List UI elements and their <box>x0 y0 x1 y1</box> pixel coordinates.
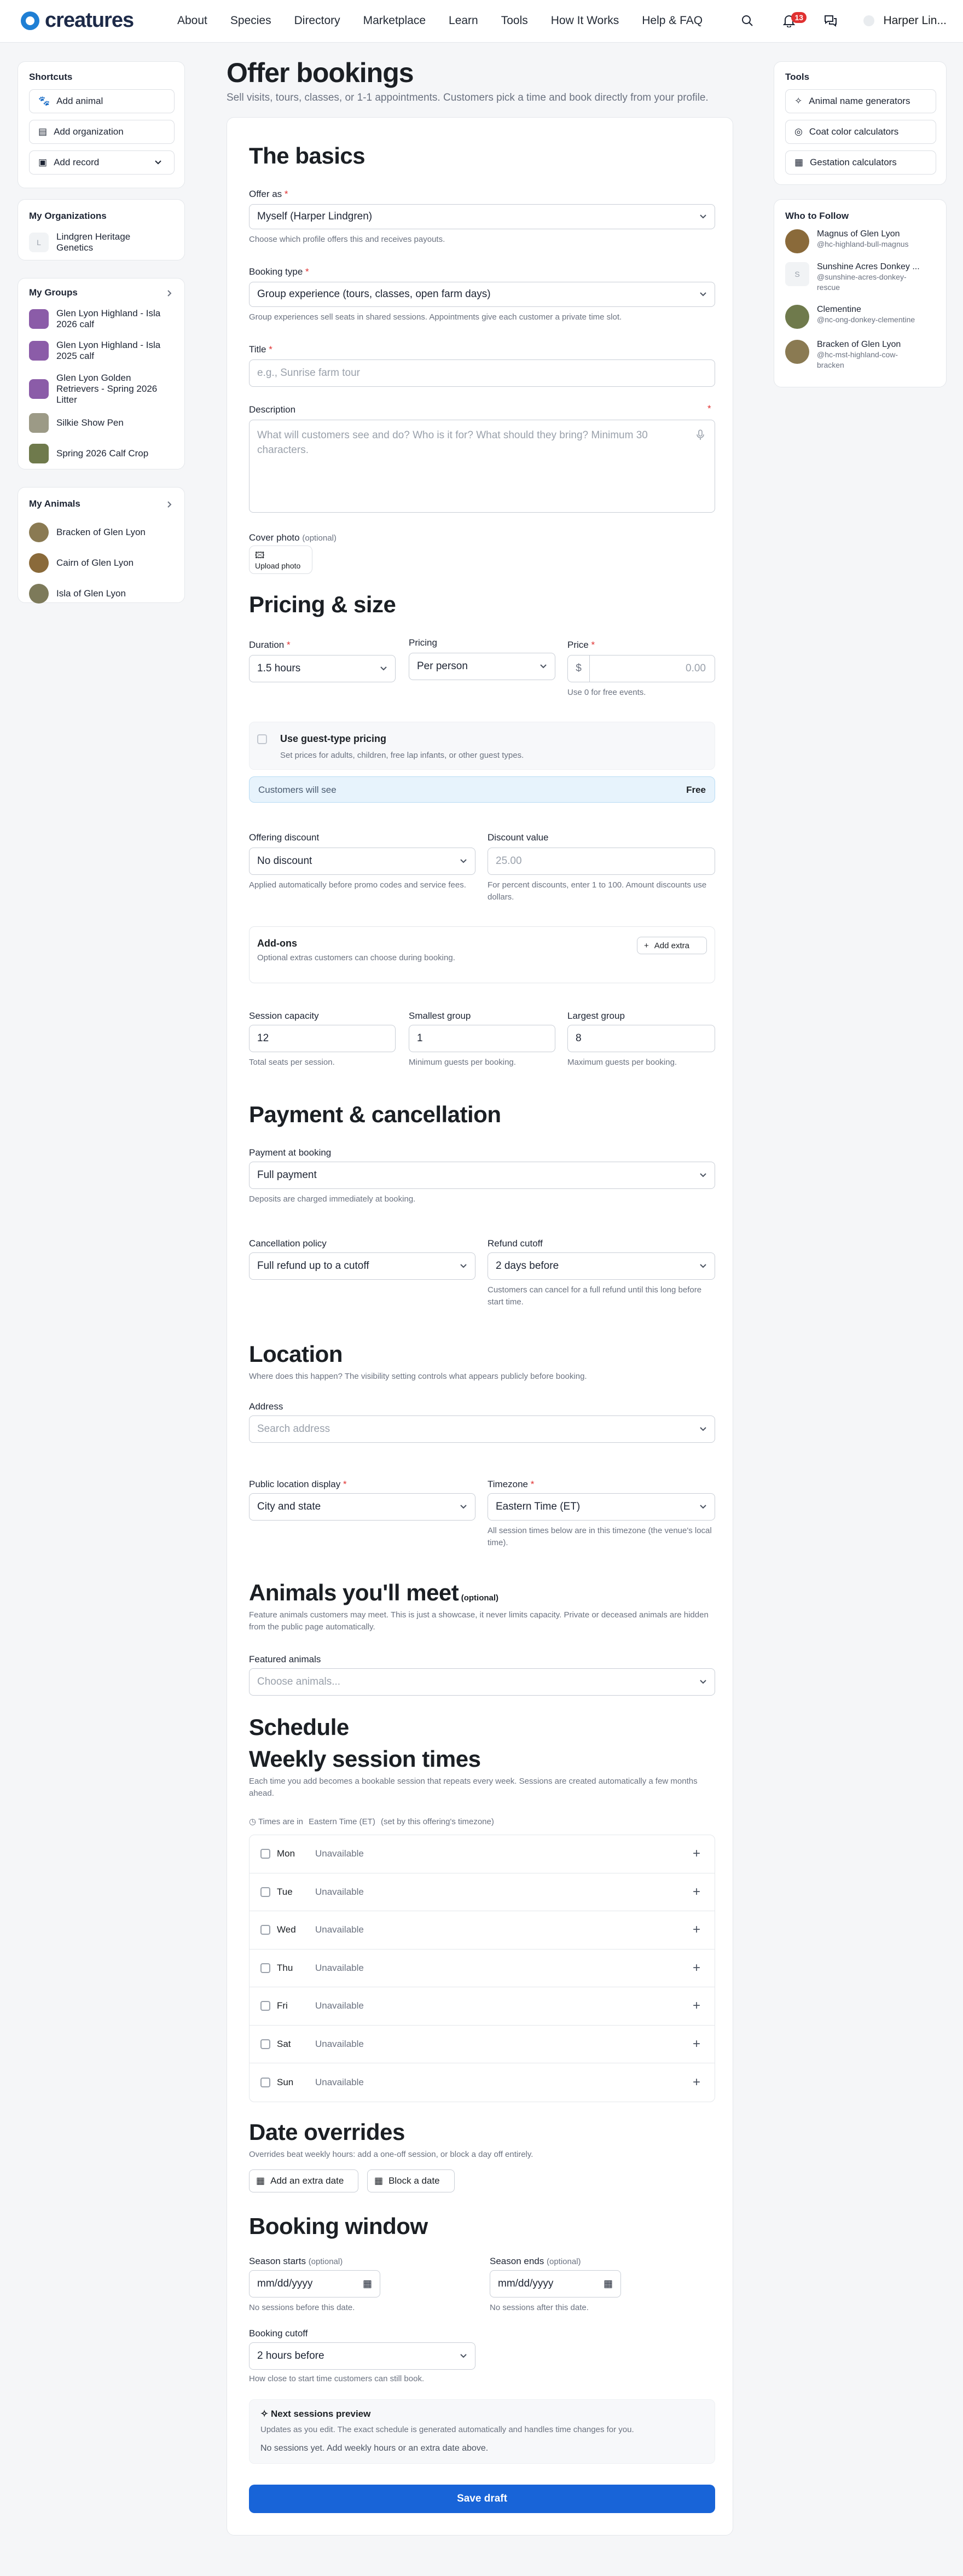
chevron-down-icon <box>699 214 707 219</box>
refund-cutoff-select[interactable]: 2 days before <box>488 1252 715 1280</box>
booking-type-select[interactable]: Group experience (tours, classes, open farm days) <box>249 282 715 307</box>
discount-value-label: Discount value <box>488 832 549 843</box>
animals-card <box>18 487 185 603</box>
save-draft-button[interactable]: Save draft <box>249 2485 715 2513</box>
day-name: Sun <box>277 2076 294 2087</box>
largest-group-input[interactable]: 8 <box>567 1025 715 1052</box>
payment-label: Payment at booking <box>249 1147 332 1158</box>
day-name: Mon <box>277 1848 295 1859</box>
pricing-heading: Pricing & size <box>249 591 396 617</box>
animal-avatar <box>29 553 49 573</box>
description-textarea[interactable]: What will customers see and do? Who is it for? What should they bring? Minimum 30 characters. <box>249 420 715 513</box>
shortcuts-title: Shortcuts <box>29 72 73 82</box>
day-status: Unavailable <box>315 1848 364 1859</box>
addons-help: Optional extras customers can choose during booking. <box>257 953 455 962</box>
animal-item[interactable] <box>29 553 134 573</box>
day-name: Fri <box>277 2000 288 2011</box>
offer-as-label: Offer as * <box>249 189 288 199</box>
season-end-help: No sessions after this date. <box>490 2303 589 2312</box>
notification-badge: 13 <box>791 12 807 23</box>
day-row-thu <box>250 1950 715 1988</box>
header-actions <box>736 10 947 32</box>
duration-select[interactable]: 1.5 hours <box>249 655 396 682</box>
microphone-icon[interactable] <box>697 430 704 440</box>
preview-title: ✧ Next sessions preview <box>260 2409 371 2419</box>
chevron-down-icon <box>699 1504 707 1510</box>
calendar-block-icon: ▦ <box>374 2175 384 2186</box>
follow-handle: @sunshine-acres-donkey-rescue <box>817 272 907 292</box>
sparkle-icon: ✧ <box>794 96 803 106</box>
customers-see-value: Free <box>686 785 706 795</box>
org-item[interactable] <box>29 231 166 253</box>
day-name: Tue <box>277 1886 293 1897</box>
animal-name-generators-button[interactable] <box>785 89 936 113</box>
image-icon: 🖾 <box>255 551 265 560</box>
season-start-input[interactable]: mm/dd/yyyy ▦ <box>249 2270 380 2297</box>
groups-title: My Groups <box>29 287 78 298</box>
nav-tools[interactable]: Tools <box>501 14 528 27</box>
palette-icon: ◎ <box>794 126 803 137</box>
title-label: Title * <box>249 344 272 355</box>
largest-group-label: Largest group <box>567 1011 625 1021</box>
refund-cutoff-label: Refund cutoff <box>488 1238 543 1249</box>
group-name: Spring 2026 Calf Crop <box>56 448 149 459</box>
user-avatar[interactable] <box>863 15 874 26</box>
day-name: Sat <box>277 2038 291 2049</box>
day-checkbox[interactable] <box>260 1887 270 1897</box>
follow-handle: @nc-ong-donkey-clementine <box>817 315 915 324</box>
animals-meet-help: Feature animals customers may meet. This is just a showcase, it never limits capacity. Private or deceased animals are hidden from the public page automatically. <box>249 1610 709 1632</box>
add-extra-button[interactable]: + Add extra <box>637 937 707 954</box>
follow-name: Sunshine Acres Donkey ... <box>817 262 920 271</box>
add-animal-button[interactable] <box>29 89 175 113</box>
booking-cutoff-label: Booking cutoff <box>249 2328 308 2339</box>
animal-name: Isla of Glen Lyon <box>56 588 126 599</box>
chevron-down-icon <box>699 1173 707 1178</box>
group-thumb <box>29 444 49 463</box>
day-name: Wed <box>277 1924 296 1935</box>
day-checkbox[interactable] <box>260 2078 270 2087</box>
day-row-fri <box>250 1987 715 2026</box>
featured-animals-label: Featured animals <box>249 1654 321 1664</box>
group-thumb <box>29 309 49 329</box>
chat-icon[interactable] <box>820 10 842 32</box>
largest-group-help: Maximum guests per booking. <box>567 1058 677 1067</box>
follow-handle: @hc-mst-highland-cow-bracken <box>817 350 898 369</box>
bell-icon[interactable] <box>778 10 804 32</box>
day-checkbox[interactable] <box>260 2001 270 2011</box>
follow-avatar <box>785 229 809 253</box>
guest-pricing-panel <box>249 722 715 770</box>
add-time-icon[interactable]: + <box>692 1960 700 1975</box>
day-status: Unavailable <box>315 1962 364 1973</box>
follow-name: Magnus of Glen Lyon <box>817 229 900 239</box>
who-to-follow-card <box>774 199 947 387</box>
chevron-down-icon <box>460 1263 467 1269</box>
page-subtitle: Sell visits, tours, classes, or 1-1 appointments. Customers pick a time and book directly from your profile. <box>227 92 709 103</box>
calendar-icon[interactable]: ▦ <box>362 2278 372 2289</box>
addons-panel <box>249 926 715 983</box>
follow-avatar <box>785 305 809 329</box>
animal-item[interactable] <box>29 523 146 542</box>
price-label: Price * <box>567 640 595 650</box>
group-item[interactable] <box>29 413 124 433</box>
addons-title: Add-ons <box>257 938 297 949</box>
group-item[interactable] <box>29 373 171 405</box>
group-name: Silkie Show Pen <box>56 417 124 428</box>
search-icon[interactable] <box>736 10 758 32</box>
weekly-help: Each time you add becomes a bookable session that repeats every week. Sessions are created automatically a few months ahead. <box>249 1777 698 1798</box>
price-help: Use 0 for free events. <box>567 688 646 697</box>
featured-animals-select[interactable]: Choose animals... <box>249 1668 715 1696</box>
day-status: Unavailable <box>315 2000 364 2011</box>
cancellation-select[interactable]: Full refund up to a cutoff <box>249 1252 475 1280</box>
chevron-down-icon <box>460 2353 467 2359</box>
add-time-icon[interactable]: + <box>692 1998 700 2014</box>
title-input[interactable]: e.g., Sunrise farm tour <box>249 359 715 387</box>
add-time-icon[interactable]: + <box>692 1884 700 1899</box>
group-item[interactable] <box>29 308 166 330</box>
add-time-icon[interactable]: + <box>692 1922 700 1937</box>
location-display-select[interactable]: City and state <box>249 1493 475 1521</box>
logo-icon <box>21 11 39 30</box>
chevron-down-icon <box>699 292 707 297</box>
chevron-down-icon <box>699 1263 707 1269</box>
calendar-icon[interactable]: ▦ <box>603 2278 613 2289</box>
discount-label: Offering discount <box>249 832 320 843</box>
season-end-input[interactable]: mm/dd/yyyy ▦ <box>490 2270 621 2297</box>
capacity-help: Total seats per session. <box>249 1058 335 1067</box>
chevron-down-icon <box>460 858 467 864</box>
paw-icon: 🐾 <box>38 96 50 106</box>
timezone-select[interactable]: Eastern Time (ET) <box>488 1493 715 1521</box>
day-checkbox[interactable] <box>260 1963 270 1973</box>
top-navigation-bar <box>0 0 963 43</box>
booking-form <box>227 117 733 2536</box>
day-checkbox[interactable] <box>260 1925 270 1935</box>
discount-select[interactable]: No discount <box>249 848 475 875</box>
booking-cutoff-select[interactable]: 2 hours before <box>249 2342 475 2370</box>
animal-name: Cairn of Glen Lyon <box>56 558 134 568</box>
add-extra-date-button[interactable]: ▦ Add an extra date <box>249 2169 358 2192</box>
cover-photo-label: Cover photo (optional) <box>249 532 337 543</box>
customers-see-label: Customers will see <box>258 785 337 795</box>
building-icon: ▤ <box>38 126 48 137</box>
timezone-label: Timezone * <box>488 1479 535 1489</box>
payment-select[interactable]: Full payment <box>249 1162 715 1189</box>
follow-item[interactable] <box>785 305 926 329</box>
chevron-right-icon[interactable] <box>167 289 172 297</box>
smallest-group-input[interactable]: 1 <box>409 1025 555 1052</box>
season-start-help: No sessions before this date. <box>249 2303 355 2312</box>
chevron-down-icon <box>699 1426 707 1432</box>
description-required: * <box>707 403 711 414</box>
user-name[interactable]: Harper Lin... <box>883 14 947 27</box>
follow-name: Bracken of Glen Lyon <box>817 340 901 349</box>
nav-directory[interactable]: Directory <box>294 14 340 27</box>
animal-name: Bracken of Glen Lyon <box>56 527 146 537</box>
nav-help-faq[interactable]: Help & FAQ <box>642 14 703 27</box>
plus-icon: + <box>644 941 649 950</box>
animals-title: My Animals <box>29 498 80 509</box>
add-record-label: Add record <box>54 157 100 167</box>
group-thumb <box>29 413 49 433</box>
calendar-plus-icon: ▦ <box>256 2175 265 2186</box>
date-overrides-help: Overrides beat weekly hours: add a one-off session, or block a day off entirely. <box>249 2150 533 2159</box>
schedule-heading: Schedule <box>249 1714 349 1740</box>
day-status: Unavailable <box>315 2038 364 2049</box>
chevron-right-icon[interactable] <box>167 501 172 508</box>
organizations-card <box>18 199 185 260</box>
day-row-sat <box>250 2026 715 2064</box>
basics-heading: The basics <box>249 143 366 169</box>
block-date-button[interactable]: ▦ Block a date <box>367 2169 455 2192</box>
discount-value-help: For percent discounts, enter 1 to 100. Amount discounts use dollars. <box>488 880 707 902</box>
guest-pricing-title[interactable]: Use guest-type pricing <box>280 733 387 744</box>
coat-color-calculators-button[interactable] <box>785 120 936 144</box>
capacity-input[interactable]: 12 <box>249 1025 396 1052</box>
day-checkbox[interactable] <box>260 2039 270 2049</box>
guest-pricing-help: Set prices for adults, children, free lap infants, or other guest types. <box>280 751 524 760</box>
nav-marketplace[interactable]: Marketplace <box>363 14 426 27</box>
nav-about[interactable]: About <box>177 14 207 27</box>
next-sessions-preview <box>249 2399 715 2464</box>
logo[interactable] <box>21 9 134 32</box>
address-label: Address <box>249 1401 283 1412</box>
tool-label: Animal name generators <box>809 96 910 106</box>
day-checkbox[interactable] <box>260 1849 270 1859</box>
add-time-icon[interactable]: + <box>692 2074 700 2090</box>
chevron-down-icon <box>539 664 547 669</box>
chevron-down-icon <box>460 1504 467 1510</box>
address-select[interactable]: Search address <box>249 1415 715 1443</box>
weekly-day-grid <box>249 1835 715 2102</box>
tool-label: Gestation calculators <box>810 157 897 167</box>
cancellation-label: Cancellation policy <box>249 1238 327 1249</box>
day-row-tue <box>250 1873 715 1912</box>
timezone-help: All session times below are in this timezone (the venue's local time). <box>488 1526 712 1547</box>
animal-avatar <box>29 523 49 542</box>
organizations-title: My Organizations <box>29 211 107 221</box>
add-time-icon[interactable]: + <box>692 1846 700 1861</box>
chevron-down-icon <box>699 1679 707 1685</box>
follow-avatar <box>785 340 809 364</box>
group-name: Glen Lyon Golden Retrievers - Spring 2026 Litter <box>56 373 158 405</box>
pricing-select[interactable]: Per person <box>409 653 555 680</box>
group-item[interactable] <box>29 444 148 463</box>
price-input[interactable]: $ 0.00 <box>567 655 715 682</box>
upload-photo-label: Upload photo <box>255 561 301 570</box>
discount-help: Applied automatically before promo codes and service fees. <box>249 880 466 890</box>
weekly-heading: Weekly session times <box>249 1746 481 1772</box>
day-status: Unavailable <box>315 1924 364 1935</box>
animal-item[interactable] <box>29 584 126 604</box>
booking-cutoff-help: How close to start time customers can still book. <box>249 2374 425 2383</box>
smallest-group-help: Minimum guests per booking. <box>409 1058 516 1067</box>
tools-title: Tools <box>785 72 810 82</box>
calendar-icon: ▦ <box>794 157 804 167</box>
day-status: Unavailable <box>315 1886 364 1897</box>
org-avatar: L <box>29 233 49 252</box>
sparkle-icon: ✧ <box>260 2409 269 2419</box>
day-row-sun <box>250 2063 715 2102</box>
booking-window-heading: Booking window <box>249 2213 428 2239</box>
upload-photo-button[interactable] <box>249 546 312 574</box>
shortcuts-card <box>18 61 185 188</box>
tools-card <box>774 61 947 185</box>
tool-label: Coat color calculators <box>809 126 899 137</box>
refund-cutoff-help: Customers can cancel for a full refund until this long before start time. <box>488 1285 702 1307</box>
add-animal-label: Add animal <box>56 96 103 106</box>
season-end-label: Season ends (optional) <box>490 2256 581 2266</box>
currency-prefix: $ <box>568 655 590 682</box>
booking-type-label: Booking type * <box>249 266 309 277</box>
duration-label: Duration * <box>249 640 291 650</box>
day-name: Thu <box>277 1962 293 1973</box>
chevron-down-icon <box>154 160 162 165</box>
groups-card <box>18 278 185 469</box>
page-title: Offer bookings <box>227 57 414 88</box>
add-time-icon[interactable]: + <box>692 2036 700 2051</box>
preview-empty: No sessions yet. Add weekly hours or an extra date above. <box>260 2444 489 2453</box>
group-name: Glen Lyon Highland - Isla 2026 calf <box>56 308 161 329</box>
smallest-group-label: Smallest group <box>409 1011 471 1021</box>
group-thumb <box>29 341 49 361</box>
description-label: Description <box>249 404 296 415</box>
follow-handle: @hc-highland-bull-magnus <box>817 240 909 248</box>
chevron-down-icon <box>380 666 387 671</box>
group-item[interactable] <box>29 340 166 362</box>
main-nav <box>177 14 726 27</box>
add-organization-button[interactable] <box>29 120 175 144</box>
logo-text: creatures <box>45 9 134 32</box>
offer-as-select[interactable]: Myself (Harper Lindgren) <box>249 204 715 229</box>
follow-item[interactable] <box>785 340 910 370</box>
follow-item[interactable] <box>785 262 920 293</box>
capacity-label: Session capacity <box>249 1011 319 1021</box>
payment-heading: Payment & cancellation <box>249 1101 501 1127</box>
preview-help: Updates as you edit. The exact schedule is generated automatically and handles time changes for you. <box>260 2425 634 2434</box>
follow-avatar: S <box>785 262 809 286</box>
season-start-label: Season starts (optional) <box>249 2256 343 2266</box>
group-thumb <box>29 379 49 399</box>
day-row-wed <box>250 1911 715 1950</box>
clock-icon: ◷ <box>249 1817 257 1826</box>
offer-as-help: Choose which profile offers this and receives payouts. <box>249 235 445 244</box>
who-to-follow-title: Who to Follow <box>785 211 849 221</box>
location-heading: Location <box>249 1341 343 1367</box>
date-overrides-heading: Date overrides <box>249 2119 405 2145</box>
follow-item[interactable] <box>785 229 915 253</box>
guest-pricing-checkbox[interactable] <box>257 734 267 744</box>
payment-help: Deposits are charged immediately at booking. <box>249 1194 416 1204</box>
gestation-calculators-button[interactable] <box>785 150 936 175</box>
animal-avatar <box>29 584 49 604</box>
booking-type-help: Group experiences sell seats in shared sessions. Appointments give each customer a private time slot. <box>249 312 622 322</box>
animals-meet-heading: Animals you'll meet (optional) <box>249 1580 499 1605</box>
add-organization-label: Add organization <box>54 126 124 137</box>
org-name: Lindgren Heritage Genetics <box>56 231 131 253</box>
add-record-button[interactable] <box>29 150 175 175</box>
pricing-label: Pricing <box>409 637 437 648</box>
day-status: Unavailable <box>315 2076 364 2087</box>
nav-learn[interactable]: Learn <box>449 14 478 27</box>
follow-name: Clementine <box>817 305 861 314</box>
group-name: Glen Lyon Highland - Isla 2025 calf <box>56 340 161 361</box>
discount-value-input[interactable]: 25.00 <box>488 848 715 875</box>
nav-species[interactable]: Species <box>230 14 271 27</box>
timezone-note: ◷ Times are in Eastern Time (ET) (set by this offering's timezone) <box>249 1817 494 1826</box>
customers-see-panel <box>249 776 715 803</box>
nav-how-it-works[interactable]: How It Works <box>550 14 619 27</box>
day-row-mon <box>250 1835 715 1873</box>
location-display-label: Public location display * <box>249 1479 347 1489</box>
clipboard-icon: ▣ <box>38 157 48 167</box>
location-help: Where does this happen? The visibility setting controls what appears publicly before booking. <box>249 1372 587 1381</box>
